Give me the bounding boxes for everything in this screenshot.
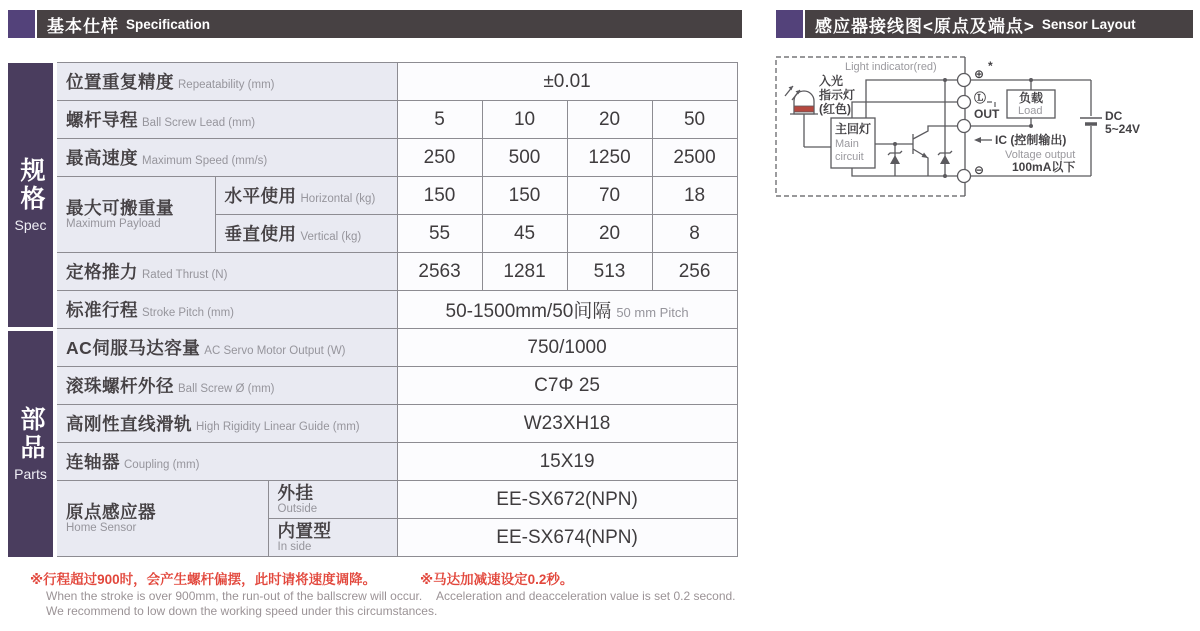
specification-header [8,10,742,38]
sensor-wiring-diagram [773,52,1197,204]
value-lead-4: 50 [652,101,737,139]
value-thrust-3: 513 [567,253,652,291]
specification-title-zh: 基本仕样 [47,16,119,36]
sidebar-spec-en: Spec [14,216,47,233]
led-label-line2: 指示灯 [819,88,856,102]
sidebar-parts-zh: 部品 [17,405,45,462]
dc-voltage-label: 5~24V [1105,122,1141,136]
label-inside: 内置型 In side [268,519,397,557]
voltage-output-label: Voltage output [1005,149,1076,161]
terminal-minus [958,170,971,183]
stroke-footnote-en2: We recommend to low down the working speed under this circumstances. [46,603,438,618]
label-ball-screw-dia: 滚珠螺杆外径 Ball Screw Ø (mm) [55,367,397,405]
stroke-footnote [30,571,437,618]
terminal-out-label: OUT [974,107,1000,121]
terminal-minus-symbol: ⊖ [974,163,985,177]
label-home-sensor: 原点感应器 Home Sensor [55,481,268,557]
value-servo-output: 750/1000 [397,329,737,367]
table-row [8,101,737,139]
acceleration-footnote-en: Acceleration and deacceleration value is set 0.2 second. [436,589,736,603]
sensor-layout-header [776,10,1193,38]
specification-table [8,62,738,557]
purple-accent-square [8,10,35,38]
label-linear-guide: 高刚性直线滑轨 High Rigidity Linear Guide (mm) [55,405,397,443]
svg-text:负载: 负载 [1019,91,1044,105]
load-box [1007,90,1055,118]
terminal-out [958,120,971,133]
table-row [8,139,737,177]
table-row [8,291,737,329]
specification-header-bar [37,10,742,38]
value-vertical-3: 20 [567,215,652,253]
label-ball-screw-lead: 螺杆导程 Ball Screw Lead (mm) [55,101,397,139]
value-coupling: 15X19 [397,443,737,481]
label-vertical: 垂直使用 Vertical (kg) [215,215,397,253]
table-row [8,253,737,291]
table-row [8,177,737,215]
label-rated-thrust: 定格推力 Rated Thrust (N) [55,253,397,291]
svg-text:Main: Main [835,138,859,150]
table-row [8,63,737,101]
acceleration-footnote [420,571,736,604]
table-row [8,443,737,481]
value-thrust-4: 256 [652,253,737,291]
zener-diode-icon [938,151,952,164]
sidebar-parts-en: Parts [14,465,47,482]
value-speed-1: 250 [397,139,482,177]
value-thrust-1: 2563 [397,253,482,291]
sidebar-spec-zh: 规格 [17,156,45,213]
value-ball-screw-dia: C7Φ 25 [397,367,737,405]
terminal-circles [958,74,971,183]
table-row [8,481,737,519]
terminal-plus-symbol: ⊕ [974,67,985,81]
value-inside-sensor: EE-SX674(NPN) [397,519,737,557]
stroke-footnote-en1: When the stroke is over 900mm, the run-out of the ballscrew will occur. [46,589,423,603]
svg-text:Load: Load [1018,105,1043,117]
label-outside: 外挂 Outside [268,481,397,519]
value-lead-2: 10 [482,101,567,139]
ic-output-arrow [974,137,992,143]
value-thrust-2: 1281 [482,253,567,291]
terminal-l-symbol: Ⓛ [974,91,987,105]
zener-diode-icon [888,151,902,164]
label-servo-output: AC伺服马达容量 AC Servo Motor Output (W) [55,329,397,367]
value-repeatability: ±0.01 [397,63,737,101]
dc-label: DC [1105,109,1123,123]
sensor-layout-title-en: Sensor Layout [1041,16,1136,32]
value-horizontal-3: 70 [567,177,652,215]
stroke-footnote-zh: ※行程超过900时，会产生螺杆偏摆，此时请将速度调降。 [30,572,377,587]
terminal-plus [958,74,971,87]
value-vertical-2: 45 [482,215,567,253]
led-label-line1: 入光 [819,74,844,88]
label-max-speed: 最高速度 Maximum Speed (mm/s) [55,139,397,177]
value-speed-4: 2500 [652,139,737,177]
specification-title-en: Specification [126,16,211,32]
value-lead-3: 20 [567,101,652,139]
table-row [8,329,737,367]
sidebar-parts [8,329,55,557]
purple-accent-square [776,10,803,38]
battery-icon [1080,118,1102,124]
value-horizontal-4: 18 [652,177,737,215]
label-horizontal: 水平使用 Horizontal (kg) [215,177,397,215]
label-stroke: 标准行程 Stroke Pitch (mm) [55,291,397,329]
value-vertical-4: 8 [652,215,737,253]
value-vertical-1: 55 [397,215,482,253]
value-speed-2: 500 [482,139,567,177]
sensor-layout-title-zh: 感应器接线图<原点及端点> [815,16,1035,36]
sensor-layout-header-bar [805,10,1193,38]
value-outside-sensor: EE-SX672(NPN) [397,481,737,519]
label-coupling: 连轴器 Coupling (mm) [55,443,397,481]
value-linear-guide: W23XH18 [397,405,737,443]
sidebar-spec [8,63,55,329]
value-horizontal-2: 150 [482,177,567,215]
value-horizontal-1: 150 [397,177,482,215]
table-row [8,405,737,443]
value-speed-3: 1250 [567,139,652,177]
svg-text:主回灯: 主回灯 [835,122,872,136]
table-row [8,367,737,405]
light-indicator-label: Light indicator(red) [845,61,937,73]
ic-output-label: IC (控制输出) [995,133,1067,147]
transistor-icon [913,126,961,176]
led-label-line3: (红色) [819,102,851,116]
current-limit-label: 100mA以下 [1012,160,1076,174]
main-circuit-box [831,118,875,168]
terminal-l [958,96,971,109]
label-max-payload: 最大可搬重量 Maximum Payload [55,177,215,253]
led-indicator-icon [785,86,818,114]
label-repeatability: 位置重复精度 Repeatability (mm) [55,63,397,101]
terminal-star: * [988,59,993,73]
value-lead-1: 5 [397,101,482,139]
value-stroke: 50-1500mm/50间隔 50 mm Pitch [397,291,737,329]
svg-text:circuit: circuit [835,151,864,163]
acceleration-footnote-zh: ※马达加减速设定0.2秒。 [420,572,574,587]
